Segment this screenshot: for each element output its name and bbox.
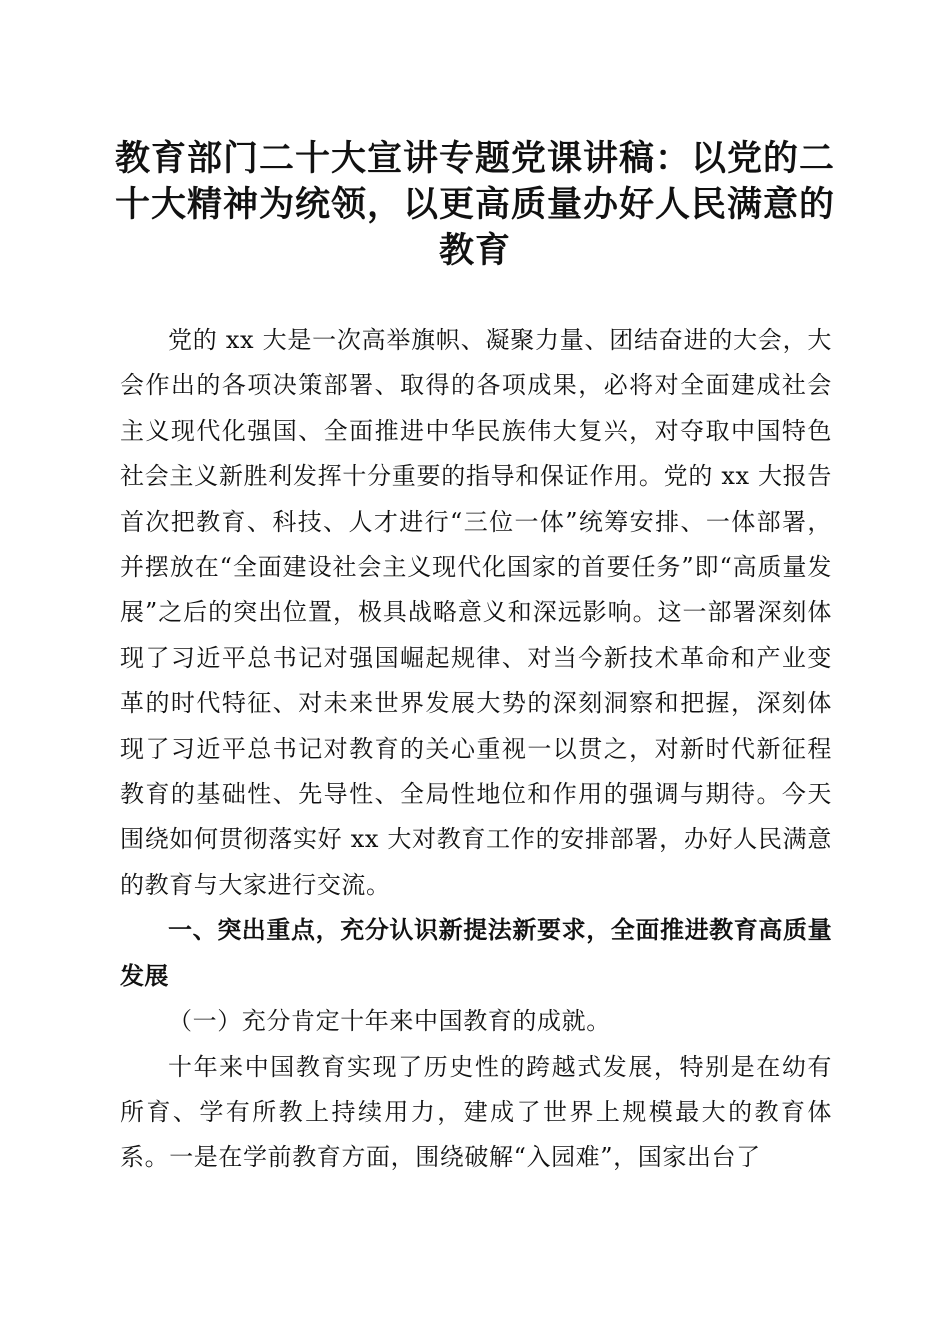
body-paragraph-intro: 党的 xx 大是一次高举旗帜、凝聚力量、团结奋进的大会，大会作出的各项决策部署、取得的各项成果，必将对全面建成社会主义现代化强国、全面推进中华民族伟大复兴，对夺取中国特色社会主义新胜利发挥十分重要的指导和保证作用。党的 xx 大报告首次把教育、科技、人才进行“三位一体”统筹安排、一体部署，并摆放在“全面建设社会主义现代化国家的首要任务”即“高质量发展”之后的突出位置，极具战略意义和深远影响。这一部署深刻体现了习近平总书记对强国崛起规律、对当今新技术革命和产业变革的时代特征、对未来世界发展大势的深刻洞察和把握，深刻体现了习近平总书记对教育的关心重视一以贯之，对新时代新征程教育的基础性、先导性、全局性地位和作用的强调与期待。今天围绕如何贯彻落实好 xx 大对教育工作的安排部署，办好人民满意的教育与大家进行交流。: [120, 326, 832, 899]
section-heading-1: 一、突出重点，充分认识新提法新要求，全面推进教育高质量发展: [120, 916, 832, 990]
body-paragraph-achievements: 十年来中国教育实现了历史性的跨越式发展，特别是在幼有所育、学有所教上持续用力，建成了世界上规模最大的教育体系。一是在学前教育方面，围绕破解“入园难”，国家出台了: [120, 1052, 832, 1172]
document-title: 教育部门二十大宣讲专题党课讲稿：以党的二十大精神为统领，以更高质量办好人民满意的教育: [114, 138, 835, 271]
subsection-heading-1: （一）充分肯定十年来中国教育的成就。: [168, 1007, 611, 1036]
document-body: [120, 318, 832, 1181]
